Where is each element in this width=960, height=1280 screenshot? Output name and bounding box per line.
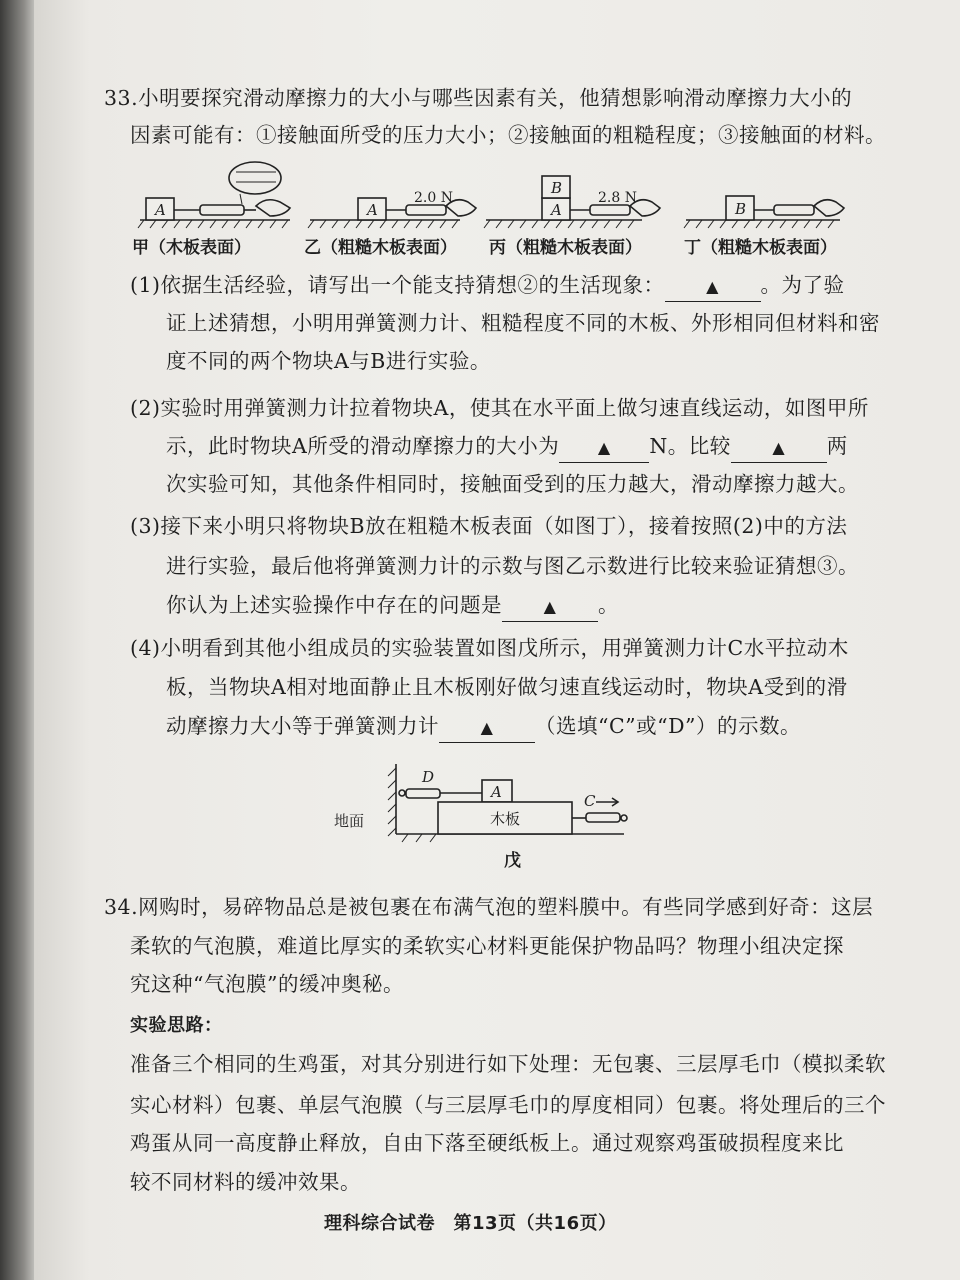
answer-blank-4[interactable]: ▲ (502, 591, 598, 622)
answer-blank-5[interactable]: ▲ (439, 712, 535, 743)
q33-stem-line-1: 33.小明要探究滑动摩擦力的大小与哪些因素有关，他猜想影响滑动摩擦力大小的 (104, 86, 853, 110)
q34-heading: 实验思路： (130, 1015, 223, 1036)
q33-part3-line-2: 进行实验，最后他将弹簧测力计的示数与图乙示数进行比较来验证猜想③。 (166, 554, 859, 578)
ground-label: 地面 (334, 812, 365, 830)
block-b-bing: B (551, 179, 563, 197)
answer-blank-2[interactable]: ▲ (559, 432, 649, 463)
page-footer: 理科综合试卷 第13页（共16页） (324, 1213, 617, 1234)
q33-part4-line-3: 动摩擦力大小等于弹簧测力计 ▲ （选填“C”或“D”）的示数。 (166, 712, 801, 743)
board-label: 木板 (490, 810, 521, 828)
block-a-wu: A (491, 783, 502, 801)
q33-part2-line-2: 示，此时物块A所受的滑动摩擦力的大小为 ▲ N。比较 ▲ 两 (166, 432, 848, 463)
q33-stem-line-2: 因素可能有：①接触面所受的压力大小；②接触面的粗糙程度；③接触面的材料。 (130, 123, 886, 147)
q33-part1-line-1: (1)依据生活经验，请写出一个能支持猜想②的生活现象： ▲ 。为了验 (130, 271, 845, 302)
q33-part1-line-3: 度不同的两个物块A与B进行实验。 (166, 349, 491, 373)
q34-line-4: 准备三个相同的生鸡蛋，对其分别进行如下处理：无包裹、三层厚毛巾（模拟柔软 (130, 1052, 886, 1076)
figure-label-bing: 丙（粗糙木板表面） (489, 238, 642, 258)
q33-part2-line-3: 次实验可知，其他条件相同时，接触面受到的压力越大，滑动摩擦力越大。 (166, 472, 859, 496)
force-reading-yi: 2.0 N (414, 190, 453, 206)
answer-blank-3[interactable]: ▲ (731, 432, 827, 463)
spring-scale-c-label: C (584, 792, 596, 810)
figure-ding-apparatus (684, 196, 844, 228)
q34-line-6: 鸡蛋从同一高度静止释放，自由下落至硬纸板上。通过观察鸡蛋破损程度来比 (130, 1131, 844, 1155)
block-a-jia: A (155, 201, 166, 219)
answer-blank-1[interactable]: ▲ (665, 271, 761, 302)
q34-line-7: 较不同材料的缓冲效果。 (130, 1170, 361, 1194)
q34-line-2: 柔软的气泡膜，难道比厚实的柔软实心材料更能保护物品吗？物理小组决定探 (130, 934, 844, 958)
figure-label-jia: 甲（木板表面） (132, 238, 251, 258)
q33-part4-line-1: (4)小明看到其他小组成员的实验装置如图戊所示，用弹簧测力计C水平拉动木 (130, 636, 849, 660)
figure-label-ding: 丁（粗糙木板表面） (684, 238, 837, 258)
block-a-yi: A (367, 201, 378, 219)
exam-page (34, 0, 960, 1280)
q33-part3-line-3: 你认为上述实验操作中存在的问题是 ▲ 。 (166, 591, 619, 622)
figure-label-yi: 乙（粗糙木板表面） (304, 238, 457, 258)
figure-wu-apparatus (334, 760, 634, 870)
friction-figures (130, 158, 850, 238)
force-reading-bing: 2.8 N (598, 190, 637, 206)
q33-part3-line-1: (3)接下来小明只将物块B放在粗糙木板表面（如图丁），接着按照(2)中的方法 (130, 514, 848, 538)
book-spine-shadow (0, 0, 34, 1280)
q33-part4-line-2: 板，当物块A相对地面静止且木板刚好做匀速直线运动时，物块A受到的滑 (166, 675, 848, 699)
q33-part2-line-1: (2)实验时用弹簧测力计拉着物块A，使其在水平面上做匀速直线运动，如图甲所 (130, 396, 869, 420)
spring-scale-d-label: D (422, 768, 435, 786)
q34-line-3: 究这种“气泡膜”的缓冲奥秘。 (130, 972, 404, 996)
block-b-ding: B (735, 200, 747, 218)
q34-line-1: 34.网购时，易碎物品总是被包裹在布满气泡的塑料膜中。有些同学感到好奇：这层 (104, 895, 874, 919)
figure-label-wu: 戊 (504, 851, 521, 871)
q33-part1-line-2: 证上述猜想，小明用弹簧测力计、粗糙程度不同的木板、外形相同但材料和密 (166, 311, 880, 335)
q34-line-5: 实心材料）包裹、单层气泡膜（与三层厚毛巾的厚度相同）包裹。将处理后的三个 (130, 1093, 886, 1117)
block-a-bing: A (551, 201, 562, 219)
